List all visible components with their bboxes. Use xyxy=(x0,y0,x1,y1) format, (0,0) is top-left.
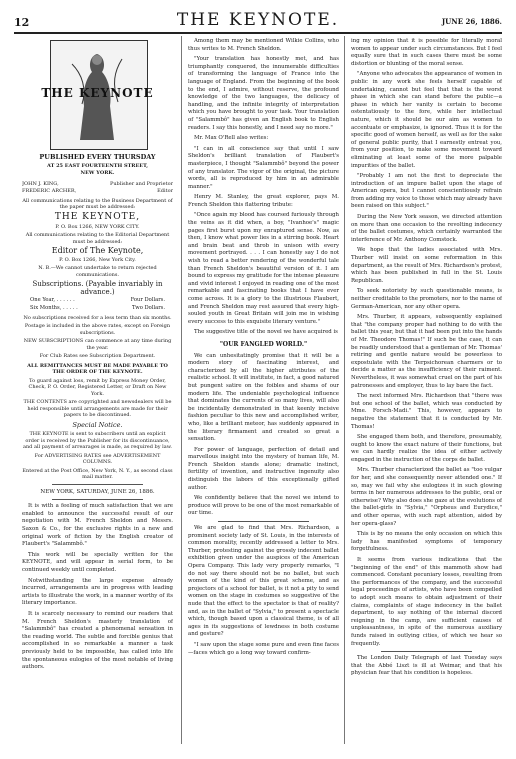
subscriptions-heading: Subscriptions. (Payable invariably in advance.) xyxy=(32,280,163,296)
po-box-2: P. O. Box 1266, New York City. xyxy=(59,256,136,263)
header-rule xyxy=(14,32,502,34)
paragraph: This work will be specially written for the KEYNOTE, and will appear in serial form, to be continued weekly until completed. xyxy=(22,551,173,573)
paragraph: During the New York season, we directed attention on more than one occasion to the revolting indecency of the ballet costumes, which certainly warranted the interference of Mr. Anthony Comstock. xyxy=(351,214,502,243)
editor-role: Editor xyxy=(157,188,173,195)
paragraph: "I can in all conscience say that until I saw Sheldon's brilliant translation of Flaubert's masterpiece, I thought "Salammbô" beyond the power of any translator. The vigor of the original, the picture words, all is reproduced by him in an admirable manner." xyxy=(188,145,339,190)
advertising-note: For ADVERTISING RATES see ADVERTISEMENT COLUMNS. xyxy=(34,452,161,466)
publisher-name: JOHN J. KING, xyxy=(22,180,59,187)
divider xyxy=(381,651,472,652)
paragraph: Among them may be mentioned Wilkie Collins, who thus writes to M. French Sheldon. xyxy=(188,38,339,52)
special-notice-text: THE KEYNOTE is sent to subscribers until an explicit order is received by the Publisher for its discontinuance, and all payment of arrearages is made, as required by law. xyxy=(22,431,173,451)
keynote-address: THE KEYNOTE, xyxy=(54,211,141,222)
issue-date: JUNE 26, 1886. xyxy=(441,17,502,26)
logo-lettering: THE KEYNOTE xyxy=(41,86,154,100)
rate-label: One Year, . . . . . . xyxy=(30,297,75,304)
divider xyxy=(52,484,143,485)
staff-editor xyxy=(22,188,173,196)
contents-note: THE CONTENTS are copyrighted and newsdealers will be held responsible until arrangements are made for their papers to be discontinued. xyxy=(23,399,172,419)
paragraph: It is with a feeling of much satisfaction that we are enabled to announce the successful result of our negotiation with M. French Sheldon and Messrs. Saxon & Co., for the exclusive rights in a new and original work of fiction by the English creator of Flaubert's "Salammbô." xyxy=(22,503,173,548)
paragraph: We are glad to find that Mrs. Richardson, a prominent society lady of St. Louis, in the interests of common morality, recently addressed a letter to Mrs. Thurber, protesting against the grossly indecent ballet exhibition given under the auspices of the American Opera Company. This lady very properly remarks, "I do not say there should not be no ballet, but such women of the kind of this great scheme, and as projectors of a school for ballet, is it not a pity to send women on the stage in costumes so suggestive of the nude that the effect to the spectator is that of reality? and, as in the ballet of "Sylvia," to present a spectacle which, though based upon a classical theme, is of all ages in its suggestions of lewdness in both costume and gesture? xyxy=(188,525,339,638)
paragraph: For power of language, perfection of detail and marvellous insight into the mystery of human life, M. French Sheldon stands alone; dramatic instinct, fertility of invention, and instructive ingenuity also distinguish the labors of this exceptionally gifted author. xyxy=(188,446,339,491)
new-subs-note: NEW SUBSCRIPTIONS can commence at any time during the year. xyxy=(23,338,172,351)
editorial-note: All communications relating to the Editorial Department must be addressed: xyxy=(25,232,170,245)
paragraph: "Anyone who advocates the appearance of women in public in any work she feels herself capable of undertaking, cannot but feel that that is the worst phase in which she can stand before the public—a phase in which her vanity is certain to become ostentatiously to the fore, while her intellectual nature, which it should be our aim as women to accentuate or emphasize, is ignored. Thus it is for the specific good of women herself, as well as for the sake of general public purity, that I earnestly entreat you, from your position, to make some movement toward eliminating at least some of the more palpable impurities of the ballet. xyxy=(351,71,502,169)
remittances-note: ALL REMITTANCES MUST BE MADE PAYABLE TO THE ORDER OF THE KEYNOTE. xyxy=(27,362,168,375)
middle-column xyxy=(188,38,339,744)
nb-note: N. B.—We cannot undertake to return rejected communications. xyxy=(38,265,157,278)
paragraph: We hope that the ladies associated with Mrs. Thurber will insist on some reformation in this department, as the result of Mrs. Richardson's protest, which has been published in full in the St. Louis Republican. xyxy=(351,247,502,284)
no-subs-note: No subscriptions received for a less term than six months. xyxy=(23,314,172,321)
paragraph: This is by no means the only occasion on which this lady has manifested symptoms of temporary forgetfulness. xyxy=(351,531,502,553)
paragraph: "Your translation has honestly met, and has triumphantly conquered, the innumerable difficulties of transforming the language of France into the language of England. From the beginning of the book to the end, I admire, without reserve, the profound knowledge of the two languages, the delicacy of handling, and the infinite integrity of interpretation which you have brought to your task. Your translation of "Salammbô" has given an English book to English readers. I say this honestly, and I need say no more." xyxy=(188,56,339,131)
special-notice-heading: Special Notice. xyxy=(72,420,123,429)
rate-price: Two Dollars. xyxy=(132,304,165,311)
divider xyxy=(52,499,143,500)
paragraph: To seek notoriety by such questionable means, is neither creditable to the promoters, nor to the name of German-American, nor any other opera. xyxy=(351,288,502,310)
paragraph: Mrs. Thurber, it appears, subsequently explained that "the company proper had nothing to do with the ballet this year, but that it had been put into the hands of Mr. Theodore Thomas!" If such be the case, it can be readily understood that a gentleman of Mr. Thomas' retiring and gentle nature would be powerless to expostulate with the Terpsichorean charmers or to decide a matter as the insufficiency of their raiment. Nevertheless, it was somewhat cruel on the part of his patronesses and employer, thus to lay bare the fact. xyxy=(351,314,502,389)
po-box-1: P. O. Box 1266, NEW YORK CITY. xyxy=(55,223,140,230)
paragraph: The next informed Mrs. Richardson that "there was but one school of the ballet, which was conducted by Mme. Forsch-Madi." This, however, appears to negative the statement that it is conducted by Mr. Thomas! xyxy=(351,393,502,430)
street-address: AT 25 EAST FOURTEENTH STREET, xyxy=(47,162,148,169)
paragraph: "I saw upon the stage some pure and even fine faces—faces which go a long way toward confirm- xyxy=(188,641,339,656)
page-number: 12 xyxy=(14,16,30,29)
paragraph: She engaged them both, and therefore, presumably, ought to know the exact nature of their functions, but we can hardly realize the idea of either actively engaged in the instruction of the corps de ballet. xyxy=(351,434,502,463)
dateline: NEW YORK, SATURDAY, JUNE 26, 1886. xyxy=(40,488,155,495)
rate-six-months xyxy=(22,305,173,313)
right-column xyxy=(351,38,502,744)
paragraph: Mr. Max O'Rell also writes: xyxy=(194,135,269,142)
city: NEW YORK. xyxy=(80,170,115,177)
postage-note: Postage is included in the above rates, except on Foreign subscriptions. xyxy=(24,323,171,336)
paragraph: Notwithstanding the large expense already incurred, arrangements are in progress with leading artists to illustrate the work, in a manner worthy of its literary importance. xyxy=(22,577,173,607)
club-rates-note: For Club Rates see Subscription Department. xyxy=(39,353,156,360)
rate-price: Four Dollars. xyxy=(130,297,165,304)
paragraph: The London Daily Telegraph of last Tuesday says that the Abbé Liszt is ill at Weimar, and that his physician fear that his condition is hopeless. xyxy=(351,655,502,677)
paragraph: "Probably I am not the first to depreciate the introduction of an impure ballet upon the stage of American opera, but I cannot conscientiously refrain from adding my voice to those which may already have been raised on this subject." xyxy=(351,173,502,210)
publisher-role: Publisher and Proprietor xyxy=(109,180,173,187)
novel-title-heading: "OUR FANGLED WORLD." xyxy=(219,340,308,348)
editor-name: FREDERIC ARCHER, xyxy=(22,188,77,195)
paragraph: We confidently believe that the novel we intend to produce will prove to be one of the most remarkable of our time. xyxy=(188,495,339,517)
paragraph: ing my opinion that it is possible for literally moral women to appear under such circumstances. But I feel equally sure that in such cases there must be some distortion or blunting of the moral sense. xyxy=(351,38,502,67)
paragraph: The suggestive title of the novel we have acquired is xyxy=(194,329,338,336)
published-notice: PUBLISHED EVERY THURSDAY xyxy=(39,153,156,161)
paragraph: Henry M. Stanley, the great explorer, pays M. French Sheldon this flattering tribute: xyxy=(188,194,339,208)
column-divider xyxy=(344,36,345,744)
divider xyxy=(218,521,309,522)
masthead-logo xyxy=(22,40,173,150)
page-header xyxy=(14,10,502,30)
guard-note: To guard against loss, remit by Express Money Order, Check, P. O. Order, Registered Letter, or Draft on New York. xyxy=(28,377,167,397)
editor-address: Editor of The Keynote, xyxy=(51,246,144,256)
paragraph: Mrs. Thurber characterized the ballet as "too vulgar for her, and she consequently never attended one." If so, may we fail why she eulogizes it in such glowing terms in her numerous addresses to the public, oral or otherwise? Why also does she gaze at the evolutions of the ballet-girls in "Sylvia," "Orpheus and Eurydice," and other operas, with such rapt attention, aided by her opera-glass? xyxy=(351,467,502,527)
paragraph: It is scarcely necessary to remind our readers that M. French Sheldon's masterly translation of "Salammbô" has created a phenomenal sensation in the reading world. The subtle and forcible genius that accomplished in so remarkable a manner a task previously held to be impossible, has called into life the spontaneous eulogies of the most notable of living authors. xyxy=(22,610,173,671)
column-divider xyxy=(181,36,182,744)
rate-label: Six Months, . . . . . xyxy=(30,304,78,311)
left-column xyxy=(22,38,173,744)
masthead: THE KEYNOTE. xyxy=(176,10,340,30)
paragraph: We can unhesitatingly promise that it will be a modern story of fascinating interest, and characterized by all the higher attributes of the realistic school. It will institute, in fact, a good natured but pungent satire on the foibles and shams of our modern life. The undeniable psychological influence that dominates the currents of so many lives, will also be incidentally demonstrated in that keenly incisive fashion peculiar to this new and accomplished writer, who, like a brilliant meteor, has suddenly appeared in the literary firmament and created so great a sensation. xyxy=(188,352,339,443)
business-note: All communications relating to the Business Department of the paper must be addressed: xyxy=(22,197,173,211)
paragraph: It seems from various indications that the "beginning of the end" of this mammoth show had commenced. Constant pecuniary losses, resulting from the performances of the company, and the successful legal proceedings of artists, who have been compelled to adopt such means to obtain adjustment of their claims, complaints of stage indecency in the ballet department, to say nothing of the internal discord reigning in the camp, are sufficient causes of unpleasantness, in spite of the numerous auxiliary funds raised in outlying cities, of which we hear so frequently. xyxy=(351,557,502,647)
entered-note: Entered at the Post Office, New York, N. Y., as second class mail matter. xyxy=(22,467,173,481)
paragraph: "Once again my blood has coursed furiously through the veins as it did when, a boy, "Ivanhoe's" magic pages first burst upon my enraptured sense. Now, as then, I know what power lies in a stirring book. Heart and brain beat and throb in unison with every movement portrayed. . . . I can honestly say I do not wish to read a better rendering of the wonderful tale than French Sheldon's beautiful version of it. I am bound to express my gratitude for the intense pleasure and vivid interest I enjoyed in reading one of the most remarkable and fascinating books that I have ever come across. It is a glory to the illustrious Flaubert, and French Sheldon may rest assured that every high-souled youth in Great Britain will join me in wishing every success to this exquisite literary venture." xyxy=(188,212,339,325)
rate-one-year xyxy=(22,297,173,305)
staff-publisher xyxy=(22,181,173,189)
